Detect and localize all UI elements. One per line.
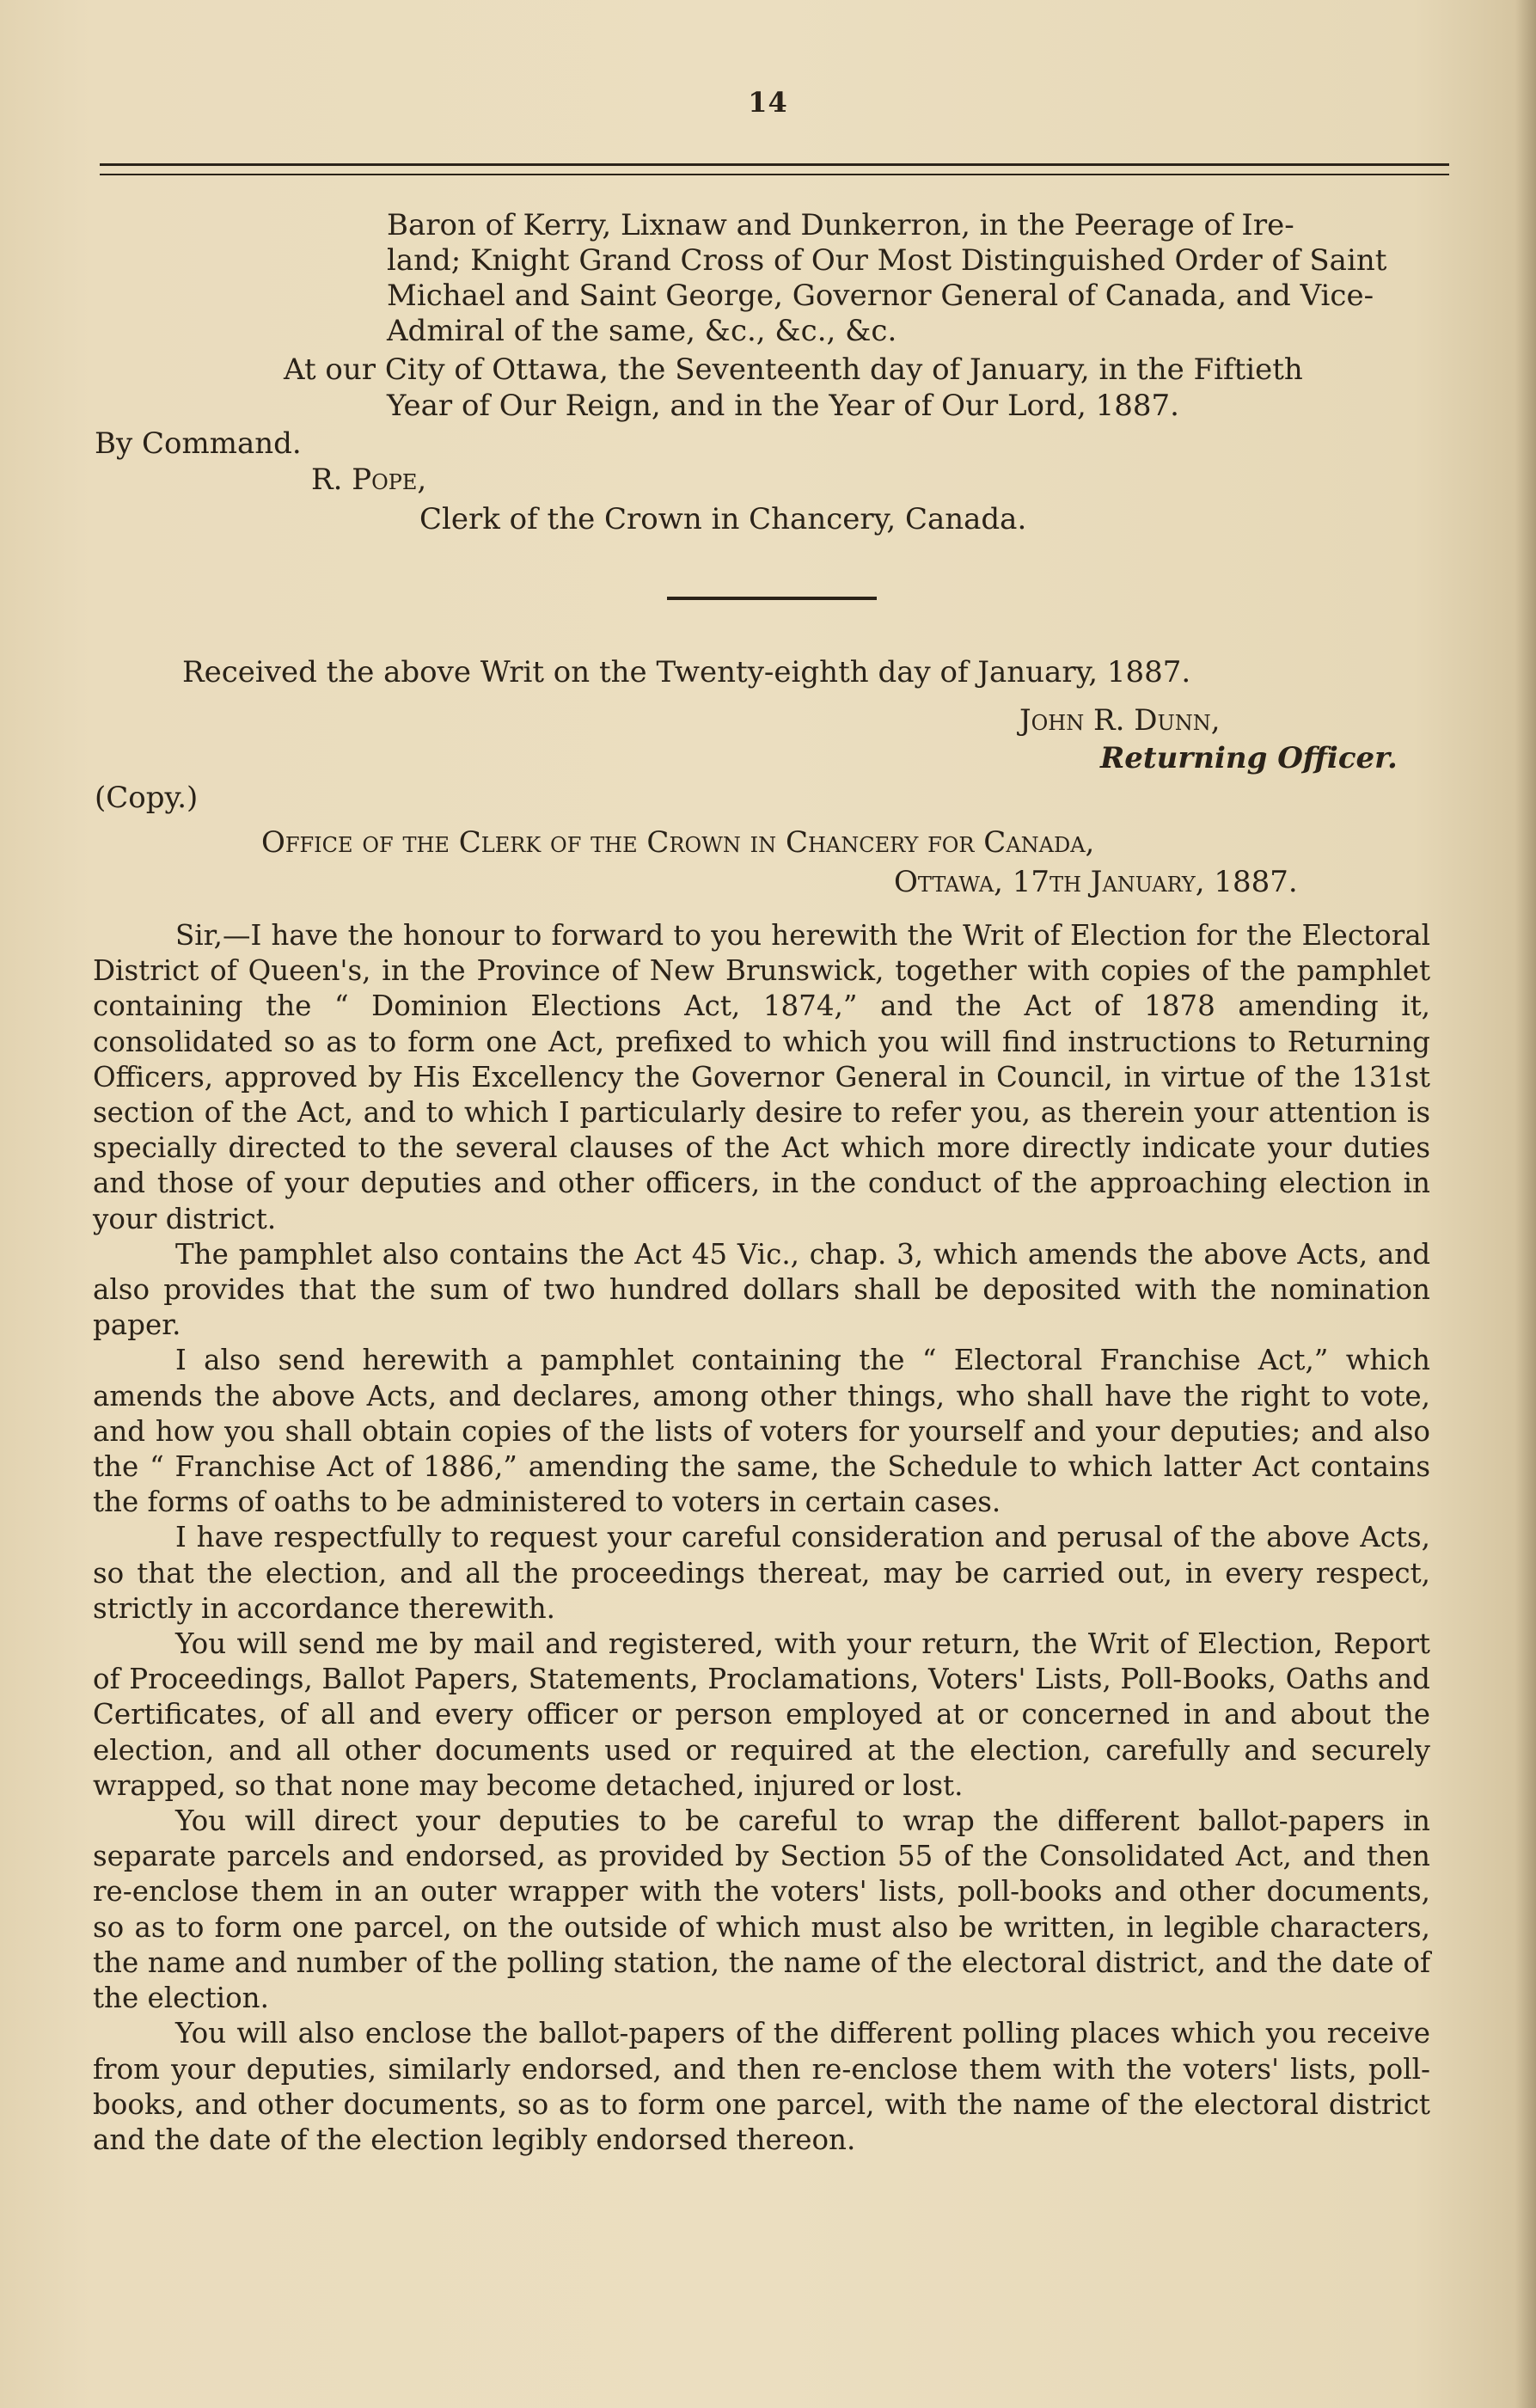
date-line-2: Year of Our Reign, and in the Year of Our Lord, 1887. [387,389,1179,423]
returning-officer-name: John R. Dunn, [1019,703,1221,738]
paragraph-1: Sir,—I have the honour to forward to you herewith the Writ of Election for the Electoral District of Queen's, in the Province of New Brunswick, together with copies of the pamphlet containing the “ Dominion Elections Act, 1874,” and the Act of 1878 amending it, consolidated so as to form one Act, prefixed to which you will find instructions to Returning Officers, approved by His Excellency the Governor General in Council, in virtue of the 131st section of the Act, and to which I particularly desire to refer you, as therein your attention is specially directed to the several clauses of the Act which more directly indicate your duties and those of your deputies and other officers, in the conduct of the approaching election in your district. [93,919,1430,1235]
by-command: By Command. [95,426,302,461]
letter-body [93,918,1430,2158]
paragraph-6: You will direct your deputies to be careful to wrap the different ballot-papers in separate parcels and endorsed, as provided by Section 55 of the Consolidated Act, and then re-enclose them in an outer wrapper with the voters' lists, poll-books and other documents, so as to form one parcel, on the outside of which must also be written, in legible characters, the name and number of the polling station, the name of the electoral district, and the date of the election. [93,1804,1430,2015]
header-line-1: Baron of Kerry, Lixnaw and Dunkerron, in the Peerage of Ire- [387,208,1294,242]
paragraph-3: I also send herewith a pamphlet containing the “ Electoral Franchise Act,” which amends the above Acts, and declares, among other things, who shall have the right to vote, and how you shall obtain copies of the lists of voters for yourself and your deputies; and also the “ Franchise Act of 1886,” amending the same, the Schedule to which latter Act contains the forms of oaths to be administered to voters in certain cases. [93,1344,1430,1519]
header-rule-top [100,163,1449,166]
place-date-line [894,865,1298,899]
section-separator [667,597,877,600]
date-line-1: At our City of Ottawa, the Seventeenth day of January, in the Fiftieth [284,352,1303,387]
copy-label: (Copy.) [95,781,199,815]
place-date: Ottawa, 17th January, 1887. [894,865,1298,899]
paragraph-5: You will send me by mail and registered, with your return, the Writ of Election, Report of Proceedings, Ballot Papers, Statements, Proclamations, Voters' Lists, Poll-Books, Oaths and Certificates, of all and every officer or person employed at or concerned in and about the election, and all other documents used or required at the election, carefully and securely wrapped, so that none may become detached, injured or lost. [93,1627,1430,1802]
page-edge-shadow [1515,0,1536,2408]
header-line-2: land; Knight Grand Cross of Our Most Distinguished Order of Saint [387,243,1387,278]
header-line-3: Michael and Saint George, Governor General of Canada, and Vice- [387,279,1374,313]
paragraph-2: The pamphlet also contains the Act 45 Vic., chap. 3, which amends the above Acts, and also provides that the sum of two hundred dollars shall be deposited with the nomination paper. [93,1237,1430,1342]
paragraph-7: You will also enclose the ballot-papers of the different polling places which you receive from your deputies, similarly endorsed, and then re-enclose them with the voters' lists, poll-books, and other documents, so as to form one parcel, with the name of the electoral district and the date of the election legibly endorsed thereon. [93,2017,1430,2156]
header-line-4: Admiral of the same, &c., &c., &c. [387,314,897,348]
office-line: Office of the Clerk of the Crown in Chancery for Canada, [261,825,1095,860]
signer-title: Clerk of the Crown in Chancery, Canada. [419,502,1027,536]
signer-name: R. Pope, [311,463,427,497]
header-rule-bottom [100,174,1449,175]
receipt-text: Received the above Writ on the Twenty-eighth day of January, 1887. [182,655,1191,689]
paragraph-4: I have respectfully to request your careful consideration and perusal of the above Acts, so that the election, and all the proceedings thereat, may be carried out, in every respect, strictly in accordance therewith. [93,1521,1430,1625]
returning-officer-title: Returning Officer. [1100,741,1398,775]
page-number: 14 [748,86,788,119]
